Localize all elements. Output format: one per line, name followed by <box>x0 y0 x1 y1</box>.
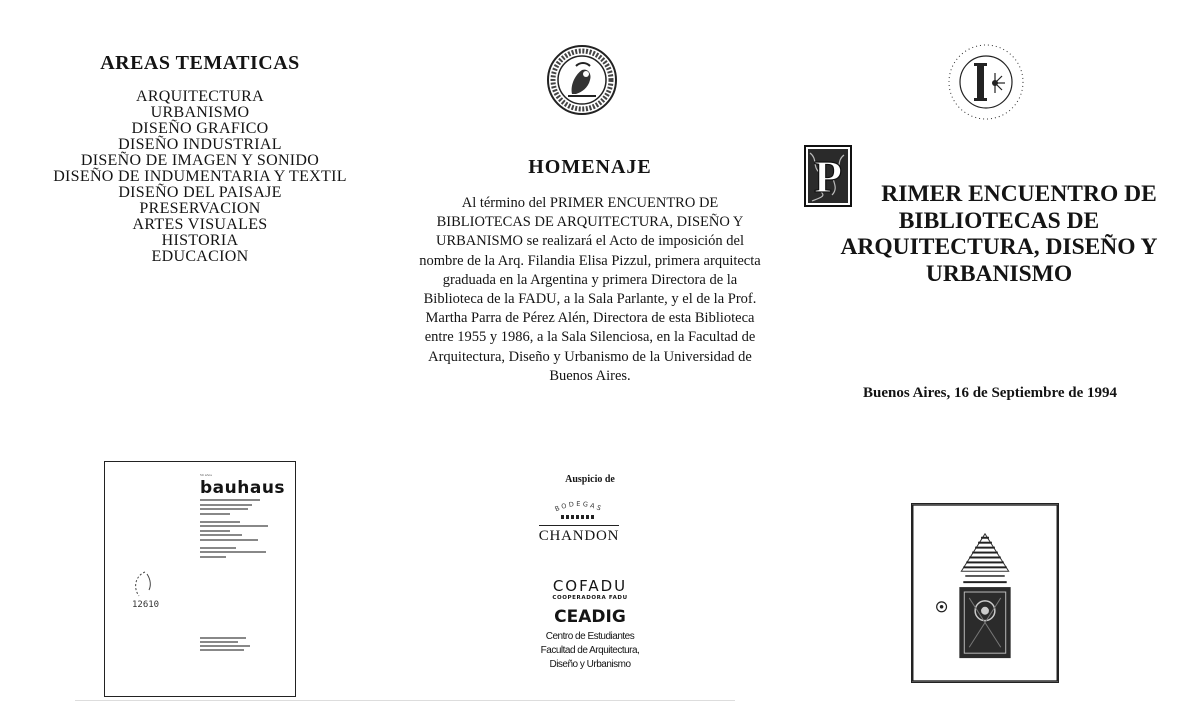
bottom-rule <box>75 700 735 701</box>
list-item: DISEÑO DEL PAISAJE <box>118 184 282 201</box>
bodegas-arc-text <box>539 498 619 520</box>
list-item: DISEÑO INDUSTRIAL <box>118 136 282 153</box>
list-item: ARQUITECTURA <box>135 88 265 105</box>
homenaje-title: HOMENAJE <box>528 156 652 178</box>
ceadig-subtitle <box>520 630 660 672</box>
main-title <box>804 181 1194 287</box>
cofadu-logo: COFADU <box>552 577 628 595</box>
list-item: DISEÑO DE IMAGEN Y SONIDO <box>80 152 320 169</box>
areas-title: AREAS TEMATICAS <box>100 52 300 74</box>
ceadig-sub-line: Centro de Estudiantes <box>545 631 635 642</box>
areas-list <box>0 89 400 265</box>
list-item: DISEÑO GRAFICO <box>131 120 269 137</box>
svg-text:P: P <box>813 151 843 202</box>
ceadig-sub-line: Diseño y Urbanismo <box>549 659 631 670</box>
list-item: EDUCACION <box>151 248 249 265</box>
chandon-wordmark: CHANDON <box>539 525 620 545</box>
main-title-rest: BIBLIOTECAS DE ARQUITECTURA, DISEÑO Y URBANISMO <box>840 207 1158 287</box>
panel-homenaje <box>400 0 780 715</box>
chandon-logo <box>524 498 634 545</box>
main-title-first-line: RIMER ENCUENTRO DE <box>881 181 1157 207</box>
fadu-library-emblem-icon <box>947 43 1025 121</box>
auspicio-label: Auspicio de <box>565 474 615 485</box>
university-seal-icon <box>546 44 618 116</box>
ceadig-logo: CEADIG <box>554 607 626 627</box>
bauhaus-curve-mark <box>131 570 155 598</box>
bauhaus-number: 12610 <box>132 600 160 610</box>
list-item: PRESERVACION <box>139 200 261 217</box>
list-item: ARTES VISUALES <box>132 216 268 233</box>
list-item: URBANISMO <box>150 104 250 121</box>
cofadu-subtitle: COOPERADORA FADU <box>552 595 628 601</box>
bauhaus-catalog-image <box>104 461 296 697</box>
list-item: DISEÑO DE INDUMENTARIA Y TEXTIL <box>53 168 347 185</box>
ceadig-sub-line: Facultad de Arquitectura, <box>540 645 640 656</box>
panel-cover <box>780 0 1200 715</box>
bauhaus-text-lines <box>200 499 280 560</box>
homenaje-paragraph: Al término del PRIMER ENCUENTRO DE BIBLIOTECAS DE ARQUITECTURA, DISEÑO Y URBANISMO se realizará el Acto de imposición del nombre de la Arq. Filandia Elisa Pizzul, primera arquitecta graduada en la Argentina y primera Directora de la Biblioteca de la FADU, a la Sala Parlante, y el de la Prof. Martha Parra de Pérez Alén, Directora de esta Biblioteca entre 1955 y 1986, a la Sala Silenciosa, en la Facultad de Arquitectura, Diseño y Urbanismo de la Universidad de Buenos Aires. <box>419 195 761 384</box>
bauhaus-footer-lines <box>200 637 258 653</box>
pyramid-illustration <box>911 503 1059 683</box>
svg-text:BODEGAS: BODEGAS <box>553 499 605 514</box>
list-item: HISTORIA <box>161 232 239 249</box>
bauhaus-small-text: 50 años <box>200 473 212 477</box>
panel-areas <box>0 0 400 715</box>
event-date: Buenos Aires, 16 de Septiembre de 1994 <box>862 385 1118 401</box>
bauhaus-logo: bauhaus <box>200 478 286 498</box>
